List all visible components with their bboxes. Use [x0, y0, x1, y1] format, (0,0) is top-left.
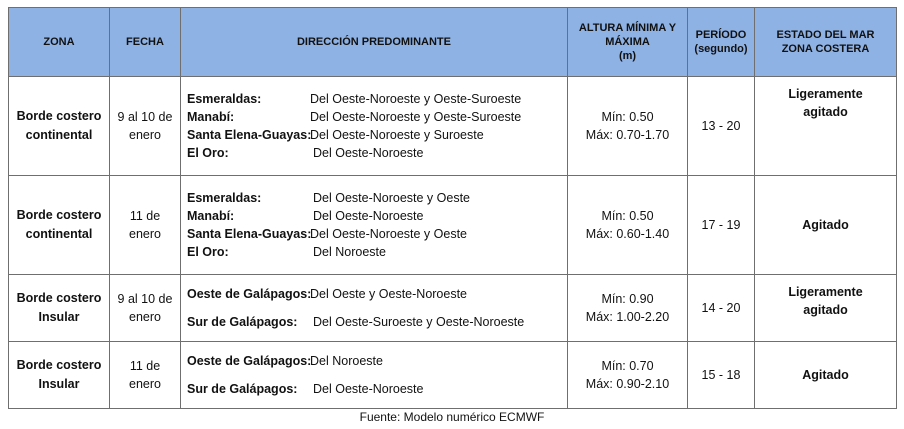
fecha-line: 9 al 10 de: [117, 291, 173, 306]
line-spacer: [187, 303, 567, 313]
zona-line: Borde costero: [16, 208, 102, 223]
direction-value: Del Noroeste: [310, 354, 383, 368]
estado-line: Ligeramente: [788, 285, 863, 299]
direction-line: [187, 207, 567, 225]
altura-cell: [568, 77, 688, 176]
direction-line: [187, 243, 567, 261]
header-estado-line: ESTADO DEL MAR: [776, 28, 875, 41]
header-altura-line: ALTURA MÍNIMA Y: [578, 21, 677, 34]
fecha-cell: [110, 176, 181, 275]
region-label: Manabí:: [187, 209, 235, 223]
line-spacer: [187, 370, 567, 380]
table-row: [9, 342, 897, 409]
direction-value: Del Oeste-Suroeste y Oeste-Noroeste: [313, 315, 525, 329]
zona-cell: [9, 77, 110, 176]
direction-value: Del Oeste-Noroeste: [313, 382, 424, 396]
periodo-cell: 14 - 20: [688, 275, 755, 342]
sea-state-table: [8, 7, 897, 409]
region-label: Esmeraldas:: [187, 191, 262, 205]
altura-max: Máx: 0.60-1.40: [585, 227, 670, 241]
altura-cell: [568, 176, 688, 275]
fecha-line: 11 de: [129, 358, 161, 373]
altura-min: Mín: 0.70: [601, 358, 654, 373]
direction-value: Del Noroeste: [313, 245, 386, 259]
direction-value: Del Oeste-Noroeste: [313, 209, 424, 223]
estado-cell: [755, 176, 897, 275]
region-label: El Oro:: [187, 146, 229, 160]
direction-line: [187, 108, 567, 126]
estado-line: Agitado: [802, 367, 849, 382]
estado-line: Ligeramente: [788, 87, 863, 101]
periodo-cell: 13 - 20: [688, 77, 755, 176]
source-caption: Fuente: Modelo numérico ECMWF: [359, 410, 545, 424]
header-direccion: DIRECCIÓN PREDOMINANTE: [181, 8, 568, 77]
estado-line: agitado: [803, 303, 848, 318]
fecha-cell: [110, 342, 181, 409]
direction-value: Del Oeste-Noroeste y Oeste: [313, 191, 471, 205]
zona-line: Borde costero: [16, 109, 102, 124]
header-periodo-line: (segundo): [694, 43, 748, 55]
zona-cell: [9, 342, 110, 409]
altura-cell: [568, 275, 688, 342]
fecha-line: enero: [129, 128, 161, 142]
direction-line: [187, 380, 567, 398]
direccion-cell: [181, 275, 568, 342]
header-row: [9, 8, 897, 77]
estado-line: Agitado: [802, 217, 849, 232]
altura-min: Mín: 0.50: [601, 208, 654, 223]
header-estado-line: ZONA COSTERA: [781, 43, 870, 55]
direccion-cell: [181, 176, 568, 275]
zona-line: Borde costero: [16, 291, 102, 306]
direccion-cell: [181, 342, 568, 409]
header-periodo-line: PERÍODO: [695, 28, 747, 41]
direction-value: Del Oeste y Oeste-Noroeste: [310, 287, 468, 301]
zona-cell: [9, 176, 110, 275]
zona-line: continental: [25, 128, 93, 142]
zona-line: Insular: [38, 310, 80, 324]
fecha-line: 11 de: [129, 208, 161, 223]
estado-cell: [755, 77, 897, 176]
region-label: Oeste de Galápagos:: [187, 287, 312, 301]
header-zona: ZONA: [9, 8, 110, 77]
direction-line: [187, 352, 567, 370]
periodo-cell: 15 - 18: [688, 342, 755, 409]
zona-line: Borde costero: [16, 358, 102, 373]
region-label: Sur de Galápagos:: [187, 382, 298, 396]
direction-value: Del Oeste-Noroeste y Suroeste: [310, 128, 484, 142]
region-label: Sur de Galápagos:: [187, 315, 298, 329]
region-label: Oeste de Galápagos:: [187, 354, 312, 368]
altura-max: Máx: 0.70-1.70: [585, 128, 670, 142]
fecha-cell: [110, 275, 181, 342]
region-label: Santa Elena-Guayas:: [187, 128, 312, 142]
fecha-line: enero: [129, 227, 161, 241]
altura-max: Máx: 1.00-2.20: [585, 310, 670, 324]
zona-cell: [9, 275, 110, 342]
zona-line: Insular: [38, 377, 80, 391]
direccion-cell: [181, 77, 568, 176]
altura-min: Mín: 0.50: [601, 109, 654, 124]
table-row: [9, 77, 897, 176]
fecha-line: enero: [129, 377, 161, 391]
direction-line: [187, 285, 567, 303]
fecha-line: enero: [129, 310, 161, 324]
estado-cell: [755, 342, 897, 409]
direction-line: [187, 144, 567, 162]
direction-value: Del Oeste-Noroeste y Oeste-Suroeste: [310, 92, 522, 106]
periodo-cell: 17 - 19: [688, 176, 755, 275]
direction-line: [187, 126, 567, 144]
table-row: [9, 176, 897, 275]
region-label: Manabí:: [187, 110, 235, 124]
region-label: El Oro:: [187, 245, 229, 259]
direction-line: [187, 225, 567, 243]
zona-line: continental: [25, 227, 93, 241]
header-periodo: [688, 8, 755, 77]
fecha-cell: [110, 77, 181, 176]
estado-line: agitado: [803, 105, 848, 120]
direction-line: [187, 313, 567, 331]
direction-value: Del Oeste-Noroeste y Oeste: [310, 227, 468, 241]
header-altura-line: MÁXIMA: [605, 35, 650, 48]
direction-line: [187, 189, 567, 207]
header-altura-line: (m): [618, 50, 637, 63]
estado-cell: [755, 275, 897, 342]
altura-cell: [568, 342, 688, 409]
region-label: Esmeraldas:: [187, 92, 262, 106]
direction-line: [187, 90, 567, 108]
header-estado: [755, 8, 897, 77]
fecha-line: 9 al 10 de: [117, 109, 173, 124]
header-altura: [568, 8, 688, 77]
table-row: [9, 275, 897, 342]
altura-max: Máx: 0.90-2.10: [585, 377, 670, 391]
header-fecha: FECHA: [110, 8, 181, 77]
altura-min: Mín: 0.90: [601, 291, 654, 306]
direction-value: Del Oeste-Noroeste y Oeste-Suroeste: [310, 110, 522, 124]
direction-value: Del Oeste-Noroeste: [313, 146, 424, 160]
region-label: Santa Elena-Guayas:: [187, 227, 312, 241]
